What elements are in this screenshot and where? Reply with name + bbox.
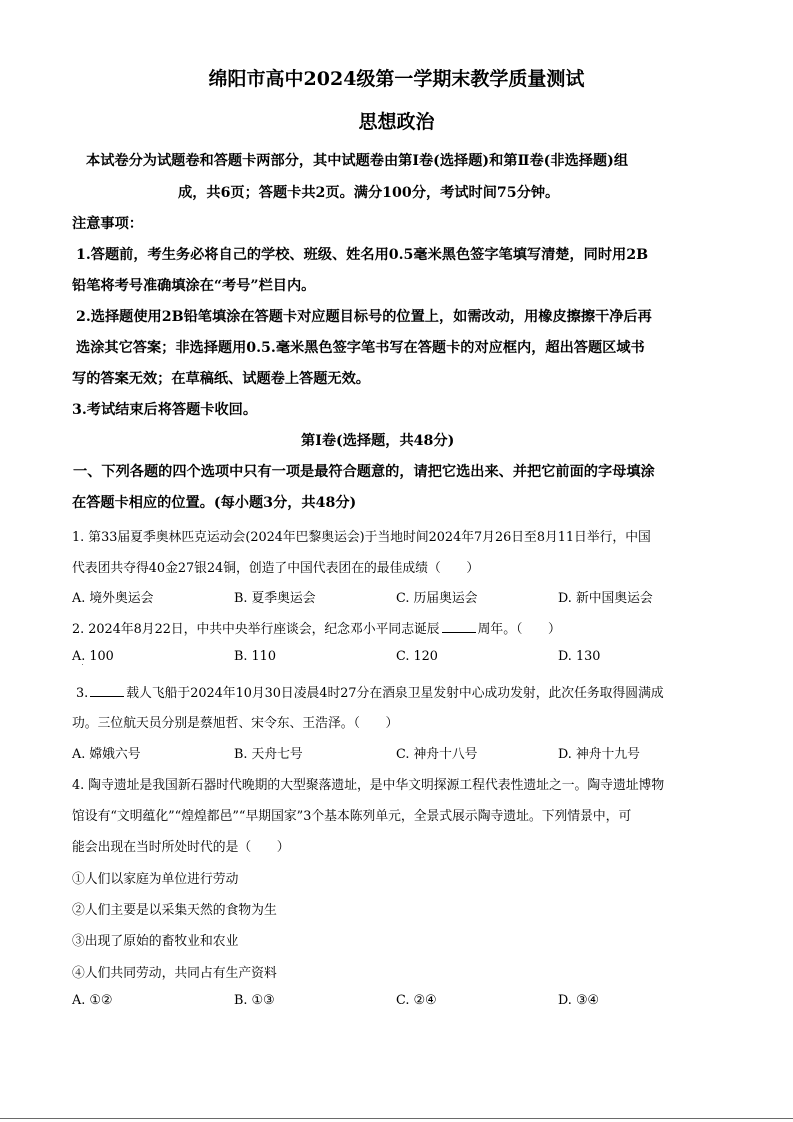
question-4-item-2: ②人们主要是以采集天然的食物为生: [72, 903, 277, 918]
question-2-text-after: 周年。（ ）: [477, 622, 561, 637]
question-4-item-4: ④人们共同劳动，共同占有生产资料: [72, 966, 277, 981]
question-1-line-2: 代表团共夺得40金27银24铜，创造了中国代表团在的最佳成绩（ ）: [72, 561, 480, 576]
question-2-stem: [72, 618, 561, 637]
question-3-option-d: D. 神舟十九号: [558, 747, 640, 762]
question-3-option-c: C. 神舟十八号: [396, 747, 478, 762]
question-3-text: 载人飞船于2024年10月30日凌晨4时27分在酒泉卫星发射中心成功发射，此次任务取得圆满成: [126, 686, 664, 701]
question-4-option-a: A. ①②: [72, 993, 113, 1008]
section-instruction-line-2: 在答题卡相应的位置。(每小题3分，共48分): [72, 495, 357, 511]
question-3-option-a: A. 嫦娥六号: [72, 747, 141, 762]
question-2-option-c: C. 120: [396, 649, 438, 664]
question-2-text-before: 2. 2024年8月22日，中共中央举行座谈会，纪念邓小平同志诞辰: [72, 622, 440, 637]
section-instruction-line-1: 一、下列各题的四个选项中只有一项是最符合题意的，请把它选出来、并把它前面的字母填涂: [73, 464, 655, 480]
question-1-option-a: A. 境外奥运会: [72, 591, 154, 606]
question-2-blank: [442, 620, 476, 633]
page-bottom-rule: [0, 1118, 793, 1119]
note-2-line-2: 选涂其它答案；非选择题用0.5.毫米黑色签字笔书写在答题卡的对应框内，超出答题区域书: [76, 340, 645, 356]
question-4-option-c: C. ②④: [396, 993, 437, 1008]
note-1-line-2: 铅笔将考号准确填涂在“考号”栏目内。: [72, 278, 316, 294]
stray-mark: [82, 664, 83, 665]
intro-line-2: 成，共6页；答题卡共2页。满分100分，考试时间75分钟。: [178, 185, 560, 201]
note-3: 3.考试结束后将答题卡收回。: [72, 402, 258, 418]
part-one-title: 第Ⅰ卷(选择题，共48分): [301, 433, 455, 449]
question-3-line-2: 功。三位航天员分别是蔡旭哲、宋令东、王浩泽。（ ）: [72, 716, 399, 731]
question-4-item-1: ①人们以家庭为单位进行劳动: [72, 872, 239, 887]
question-1-option-c: C. 历届奥运会: [396, 591, 478, 606]
question-3-number: 3.: [76, 686, 89, 701]
question-4-option-b: B. ①③: [234, 993, 275, 1008]
question-3-blank: [90, 684, 124, 697]
question-4-option-d: D. ③④: [558, 993, 599, 1008]
subject-title: 思想政治: [358, 111, 435, 133]
note-2-line-1: 2.选择题使用2B铅笔填涂在答题卡对应题目标号的位置上，如需改动，用橡皮擦擦干净后再: [76, 309, 652, 325]
question-4-line-2: 馆设有“文明蕴化”“煌煌都邑”“早期国家”3个基本陈列单元，全景式展示陶寺遗址。下列情景中，可: [72, 809, 632, 824]
question-1-line-1: 1. 第33届夏季奥林匹克运动会(2024年巴黎奥运会)于当地时间2024年7月26日至8月11日举行，中国: [72, 530, 651, 545]
question-2-option-d: D. 130: [558, 649, 601, 664]
question-4-line-3: 能会出现在当时所处时代的是（ ）: [72, 840, 290, 855]
note-2-line-3: 写的答案无效；在草稿纸、试题卷上答题无效。: [72, 371, 370, 387]
question-4-line-1: 4. 陶寺遗址是我国新石器时代晚期的大型聚落遗址，是中华文明探源工程代表性遗址之一。陶寺遗址博物: [72, 778, 665, 793]
note-1-line-1: 1.答题前，考生务必将自己的学校、班级、姓名用0.5毫米黑色签字笔填写清楚，同时用2B: [76, 247, 649, 263]
notes-heading: 注意事项：: [72, 216, 143, 232]
question-2-option-a: A. 100: [72, 649, 114, 664]
question-1-option-b: B. 夏季奥运会: [234, 591, 316, 606]
question-4-item-3: ③出现了原始的畜牧业和农业: [72, 934, 239, 949]
exam-title: 绵阳市高中2024级第一学期末教学质量测试: [208, 68, 585, 90]
question-1-option-d: D. 新中国奥运会: [558, 591, 653, 606]
question-3-line-1: [76, 682, 664, 701]
question-2-option-b: B. 110: [234, 649, 276, 664]
question-3-option-b: B. 天舟七号: [234, 747, 303, 762]
intro-line-1: 本试卷分为试题卷和答题卡两部分，其中试题卷由第Ⅰ卷(选择题)和第Ⅱ卷(非选择题)组: [86, 153, 629, 169]
